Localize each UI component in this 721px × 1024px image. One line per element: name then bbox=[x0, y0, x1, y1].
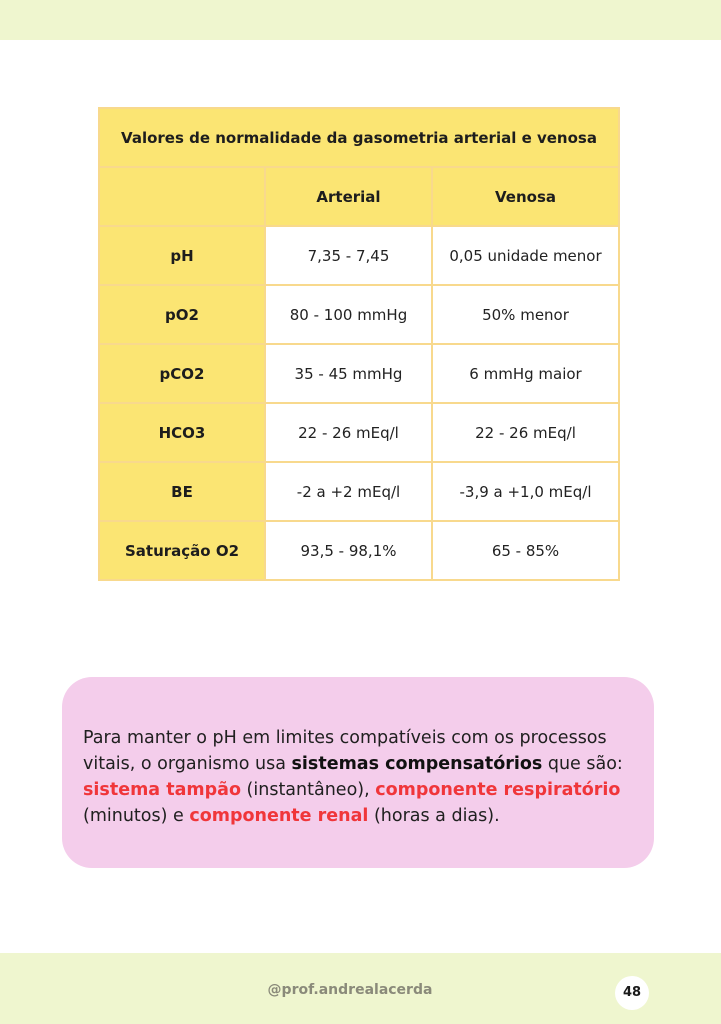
note-text: que são: bbox=[542, 754, 623, 774]
table-title-row bbox=[99, 108, 619, 167]
venosa-value: -3,9 a +1,0 mEq/l bbox=[432, 462, 619, 521]
note-text: (instantâneo), bbox=[240, 780, 376, 800]
table-row bbox=[99, 403, 619, 462]
arterial-value: 93,5 - 98,1% bbox=[265, 521, 432, 580]
table-row bbox=[99, 462, 619, 521]
row-label: BE bbox=[99, 462, 265, 521]
note-text: (minutos) e bbox=[83, 806, 190, 826]
venosa-value: 6 mmHg maior bbox=[432, 344, 619, 403]
table-header-row bbox=[99, 167, 619, 226]
header-arterial: Arterial bbox=[265, 167, 432, 226]
note-highlight-buffer: sistema tampão bbox=[83, 780, 241, 800]
header-empty bbox=[99, 167, 265, 226]
row-label: pH bbox=[99, 226, 265, 285]
venosa-value: 0,05 unidade menor bbox=[432, 226, 619, 285]
row-label: Saturação O2 bbox=[99, 521, 265, 580]
blood-gas-table-container bbox=[98, 107, 618, 581]
info-note bbox=[62, 677, 654, 868]
blood-gas-table bbox=[98, 107, 620, 581]
venosa-value: 65 - 85% bbox=[432, 521, 619, 580]
arterial-value: 35 - 45 mmHg bbox=[265, 344, 432, 403]
venosa-value: 50% menor bbox=[432, 285, 619, 344]
top-band bbox=[0, 0, 721, 40]
page-number: 48 bbox=[615, 976, 649, 1010]
row-label: pO2 bbox=[99, 285, 265, 344]
header-venosa: Venosa bbox=[432, 167, 619, 226]
note-text: Para manter o pH em limites compatíveis com os processos vitais, o organismo usa bbox=[83, 728, 607, 774]
note-highlight-renal: componente renal bbox=[189, 806, 369, 826]
venosa-value: 22 - 26 mEq/l bbox=[432, 403, 619, 462]
table-title: Valores de normalidade da gasometria arterial e venosa bbox=[99, 108, 619, 167]
table-row bbox=[99, 521, 619, 580]
arterial-value: 22 - 26 mEq/l bbox=[265, 403, 432, 462]
footer-handle: @prof.andrealacerda bbox=[267, 982, 433, 998]
note-text: (horas a dias). bbox=[368, 806, 500, 826]
row-label: pCO2 bbox=[99, 344, 265, 403]
note-highlight-respiratory: componente respiratório bbox=[375, 780, 621, 800]
arterial-value: -2 a +2 mEq/l bbox=[265, 462, 432, 521]
table-row bbox=[99, 285, 619, 344]
arterial-value: 80 - 100 mmHg bbox=[265, 285, 432, 344]
row-label: HCO3 bbox=[99, 403, 265, 462]
table-row bbox=[99, 344, 619, 403]
table-row bbox=[99, 226, 619, 285]
note-emphasis: sistemas compensatórios bbox=[291, 754, 543, 774]
arterial-value: 7,35 - 7,45 bbox=[265, 226, 432, 285]
